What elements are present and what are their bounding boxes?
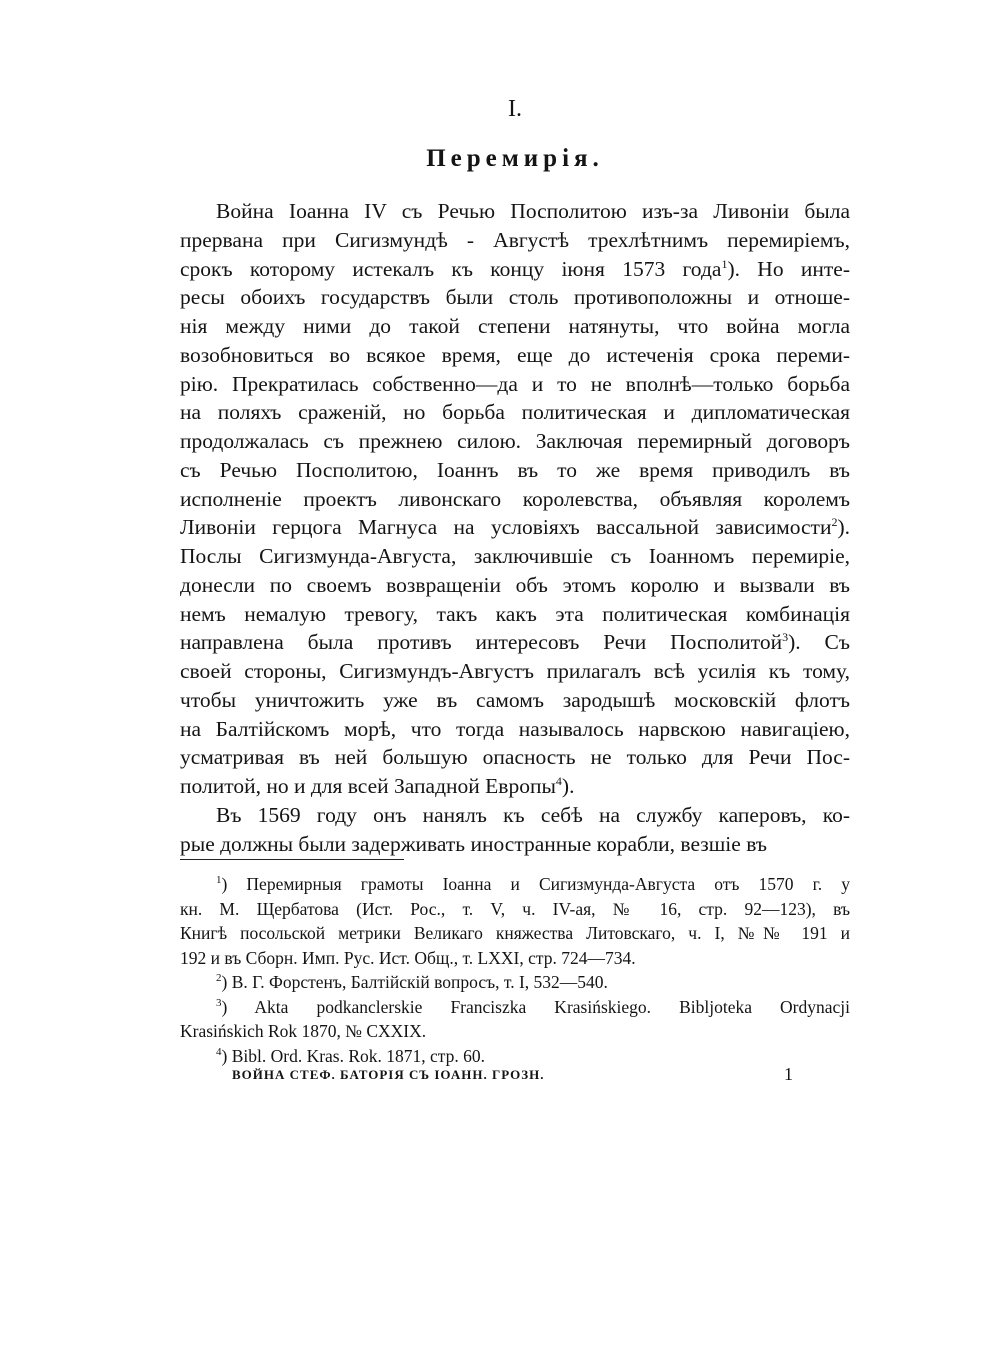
text-line [180, 312, 850, 341]
line-text: Въ 1569 году онъ нанялъ къ себѣ на службу каперовъ, ко- [216, 803, 850, 827]
footnote-marker: 3 [216, 996, 222, 1009]
line-text: своей стороны, Сигизмундъ-Августъ прилагалъ всѣ усилія къ тому, [180, 659, 850, 683]
text-line [180, 255, 850, 284]
footnote-ref[interactable]: 4 [555, 773, 562, 788]
text-line [180, 283, 850, 312]
signature-mark: ВОЙНА СТЕФ. БАТОРІЯ СЪ ІОАНН. ГРОЗН. [232, 1067, 545, 1082]
line-text: съ Речью Посполитою, Іоаннъ въ то же время приводилъ въ [180, 457, 850, 482]
line-text: донесли по своемъ возвращеніи объ этомъ королю и вызвали въ [180, 572, 850, 597]
chapter-number: I. [508, 96, 522, 122]
line-text: на поляхъ сраженій, но борьба политическая и дипломатическая [180, 400, 850, 425]
footnote-text: ) Bibl. Ord. Kras. Rok. 1871, стр. 60. [221, 1045, 486, 1066]
body-paragraph-1 [180, 197, 850, 801]
text-line [180, 226, 850, 255]
footnote-text: ) В. Г. Форстенъ, Балтійскій вопросъ, т. I, 532—540. [221, 972, 608, 992]
footnote-ref[interactable]: 2 [831, 515, 838, 530]
footnote-text: Книгѣ посольской метрики Великаго княжества Литовскаго, ч. I, №№ 191 и [180, 923, 850, 943]
text-line [180, 197, 850, 226]
footnotes [180, 872, 850, 1068]
footnote-marker: 4 [216, 1045, 222, 1058]
text-line [180, 830, 850, 859]
footnote-text: Krasińskich Rok 1870, № CXXIX. [180, 1021, 427, 1041]
line-text-tail: ). [561, 774, 575, 798]
footnote-text: ) Перемирныя грамоты Іоанна и Сигизмунда-Августа отъ 1570 г. у [221, 874, 850, 894]
footnote-line [180, 970, 850, 995]
line-text: прервана при Сигизмундѣ - Августѣ трехлѣтнимъ перемиріемъ, [180, 227, 850, 252]
text-line [180, 456, 850, 485]
line-text: ресы обоихъ государствъ были столь противоположны и отноше- [180, 285, 850, 310]
footnote-marker: 2 [216, 972, 222, 985]
line-text-tail: ). Но инте- [727, 256, 851, 281]
text-line [180, 686, 850, 715]
text-line [180, 657, 850, 686]
line-text-tail: ). [837, 515, 850, 540]
text-line [180, 485, 850, 514]
line-text: возобновиться во всякое время, еще до истеченія срока переми- [180, 342, 850, 367]
footnote-marker: 1 [216, 874, 222, 887]
chapter-title: Перемирія. [426, 145, 604, 172]
text-line [180, 542, 850, 571]
footnote-separator [180, 859, 404, 860]
text-line [180, 801, 850, 830]
line-text: рію. Прекратилась собственно—да и то не вполнѣ—только борьба [180, 371, 850, 396]
footnote-line [180, 872, 850, 897]
line-text: исполненіе проектъ ливонскаго королевства, объявляя королемъ [180, 486, 850, 511]
footnote-line [180, 1019, 850, 1044]
line-text: немъ немалую тревогу, такъ какъ эта политическая комбинація [180, 601, 850, 626]
text-line [180, 743, 850, 772]
footnote-text: 192 и въ Сборн. Имп. Рус. Ист. Общ., т. LXXI, стр. 724—734. [180, 947, 636, 968]
footnote-ref[interactable]: 3 [782, 630, 789, 645]
footnote-line [180, 921, 850, 946]
footnote-line [180, 995, 850, 1020]
footnote-text: кн. М. Щербатова (Ист. Рос., т. V, ч. IV-ая, № 16, стр. 92—123), въ [180, 898, 850, 919]
footnote-line [180, 1044, 850, 1069]
footnote-ref[interactable]: 1 [721, 256, 728, 271]
line-text: направлена была противъ интересовъ Речи Посполитой [180, 630, 783, 655]
line-text: на Балтійскомъ морѣ, что тогда называлось нарвскою навигаціею, [180, 716, 850, 741]
line-text: срокъ которому истекалъ къ концу іюня 1573 года [180, 256, 722, 281]
footnote-line [180, 897, 850, 922]
text-line [180, 772, 850, 801]
line-text: Послы Сигизмунда-Августа, заключившіе съ Іоанномъ перемиріе, [180, 544, 850, 568]
text-line [180, 600, 850, 629]
footnote-line [180, 946, 850, 971]
line-text: продолжалась съ прежнею силою. Заключая перемирный договоръ [180, 429, 850, 453]
text-line [180, 571, 850, 600]
text-line [180, 370, 850, 399]
text-line [180, 513, 850, 542]
line-text-tail: ). Съ [788, 630, 850, 655]
line-text: Ливоніи герцога Магнуса на условіяхъ вассальной зависимости [180, 515, 832, 540]
text-line [180, 398, 850, 427]
text-line [180, 427, 850, 456]
line-text-tail: съ Речью Посполитою изъ-за Ливоніи была [386, 199, 851, 223]
line-text: усматривая въ ней большую опасность не только для Речи Пос- [180, 745, 850, 770]
line-text: рые должны были задерживать иностранные корабли, везшіе въ [180, 831, 767, 856]
text-line [180, 628, 850, 657]
line-text: чтобы уничтожить уже въ самомъ зародышѣ московскій флотъ [180, 687, 850, 712]
text-line [180, 715, 850, 744]
line-text: нія между ними до такой степени натянуты, что война могла [180, 314, 850, 338]
footnote-text: ) Akta podkanclerskie Franciszka Krasińskiego. Bibljoteka Ordynacji [221, 996, 850, 1017]
body-paragraph-2 [180, 801, 850, 859]
text-line [180, 341, 850, 370]
page-number: 1 [784, 1064, 793, 1084]
line-text: Война Іоанна IV [216, 199, 387, 223]
line-text: политой, но и для всей Западной Европы [180, 774, 556, 798]
